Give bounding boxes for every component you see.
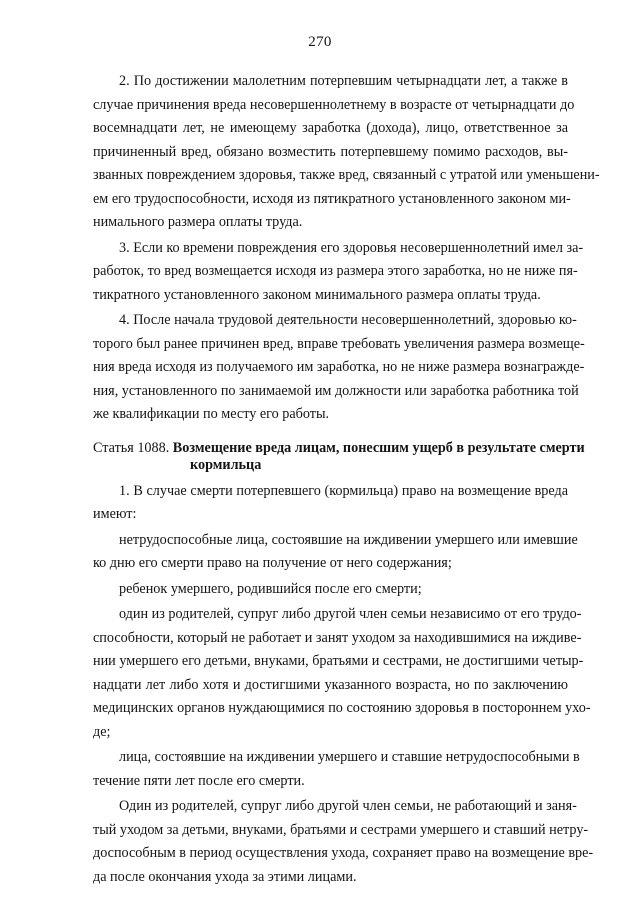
text-line: имеют: [93, 506, 137, 522]
text-line: надцати лет либо хотя и достигшими указанного возраста, но по заключению [93, 676, 568, 693]
text-line: работок, то вред возмещается исходя из размера этого заработка, но не ниже пя- [93, 263, 578, 279]
text-line: медицинских органов нуждающимися по состоянию здоровья в постороннем ухо- [93, 700, 591, 716]
paragraph-caregiver-retains-right [93, 795, 594, 889]
text-line: нетрудоспособные лица, состоявшие на иждивении умершего или имевшие [119, 531, 578, 548]
paragraph-item-2 [93, 70, 600, 235]
text-line: 4. После начала трудовой деятельности несовершеннолетний, здоровью ко- [119, 312, 577, 328]
text-line: один из родителей, супруг либо другой член семьи независимо от его трудо- [119, 606, 582, 622]
text-line: ко дню его смерти право на получение от него содержания; [93, 555, 452, 571]
text-line: ем его трудоспособности, исходя из пятикратного установленного законом ми- [93, 190, 571, 207]
text-line: ребенок умершего, родившийся после его смерти; [119, 580, 422, 597]
article-title: Возмещение вреда лицам, понесшим ущерб в результате смерти [172, 439, 585, 456]
paragraph-dependents-disabled [93, 746, 580, 793]
text-line: доспособным в период осуществления ухода, сохраняет право на возмещение вре- [93, 845, 594, 861]
paragraph-article-1 [93, 480, 568, 527]
text-line: же квалификации по месту его работы. [93, 406, 330, 422]
text-line: Один из родителей, супруг либо другой член семьи, не работающий и заня- [119, 798, 577, 814]
text-line: способности, который не работает и занят уходом за находившимися на иждиве- [93, 629, 582, 646]
text-line: званных повреждением здоровья, также вред, связанный с утратой или уменьшени- [93, 167, 600, 183]
article-title-continued: кормильца [190, 456, 262, 473]
text-line: лица, состоявшие на иждивении умершего и ставшие нетрудоспособными в [119, 749, 580, 765]
text-line: причиненный вред, обязано возместить потерпевшему помимо расходов, вы- [93, 143, 568, 160]
text-line: 2. По достижении малолетним потерпевшим четырнадцати лет, а также в [119, 73, 568, 89]
text-line: течение пяти лет после его смерти. [93, 772, 305, 789]
text-line: 1. В случае смерти потерпевшего (кормильца) право на возмещение вреда [119, 482, 568, 499]
paragraph-caregiver [93, 603, 591, 744]
paragraph-item-4 [93, 309, 585, 427]
text-line: 3. Если ко времени повреждения его здоровья несовершеннолетний имел за- [119, 239, 584, 256]
text-line: тый уходом за детьми, внуками, братьями и сестрами умершего и ставший нетру- [93, 821, 589, 838]
text-line: нимального размера оплаты труда. [93, 214, 303, 230]
page-number: 270 [308, 34, 332, 50]
text-line: тикратного установленного законом минимального размера оплаты труда. [93, 286, 541, 303]
paragraph-posthumous-child [93, 578, 568, 602]
article-heading [93, 439, 585, 474]
text-line: нии умершего его детьми, внуками, братьями и сестрами, не достигшими четыр- [93, 653, 584, 669]
paragraph-dependents [93, 529, 578, 576]
text-line: торого был ранее причинен вред, вправе требовать увеличения размера возмеще- [93, 335, 585, 352]
body-text [93, 70, 600, 889]
paragraph-item-3 [93, 237, 584, 308]
text-line: ния, установленного по занимаемой им должности или заработка работника той [93, 382, 579, 399]
article-label: Статья 1088. [93, 439, 170, 456]
text-line: восемнадцати лет, не имеющему заработка (дохода), лицо, ответственное за [93, 120, 568, 136]
text-line: де; [93, 723, 111, 740]
text-line: да после окончания ухода за этими лицами. [93, 868, 357, 885]
text-line: случае причинения вреда несовершеннолетнему в возрасте от четырнадцати до [93, 96, 575, 113]
text-line: ния вреда исходя из получаемого им заработка, но не ниже размера вознагражде- [93, 359, 585, 375]
